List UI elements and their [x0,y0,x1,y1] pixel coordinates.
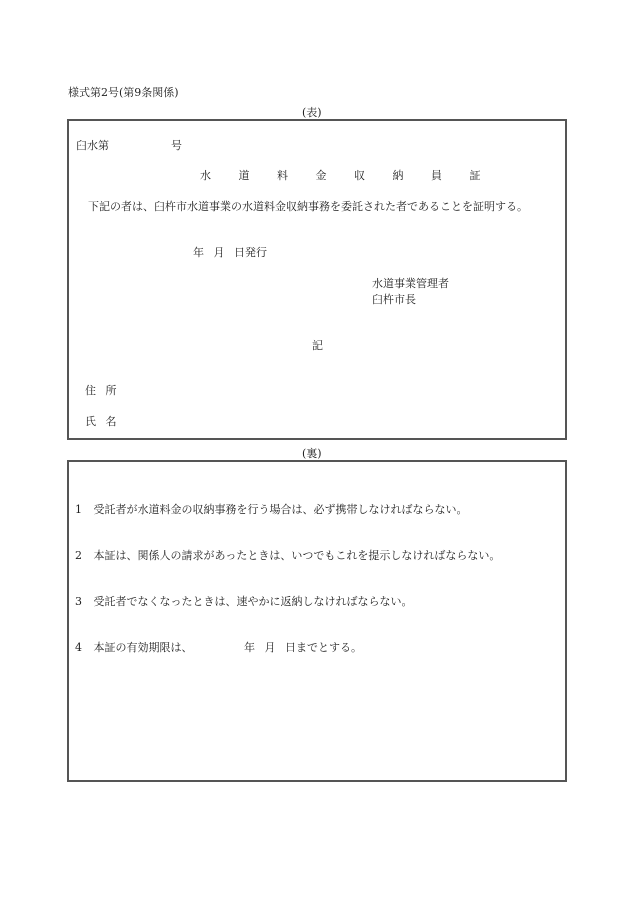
list-item-number: 1 [75,503,82,516]
list-item [75,593,413,609]
list-item [75,501,468,517]
list-item-number: 3 [75,595,82,608]
list-item [75,639,193,655]
list-item-text: 本証は、関係人の請求があったときは、いつでもこれを提示しなければならない。 [93,549,501,562]
expiry-date: 年 月 日までとする。 [244,641,362,654]
certificate-title: 水 道 料 金 収 納 員 証 [200,169,481,182]
ki-label: 記 [312,339,323,352]
issuer-title: 水道事業管理者 [372,277,449,290]
certificate-number-prefix: 臼水第 [76,139,109,152]
back-heading: (裏) [302,447,322,460]
list-item-number: 2 [75,549,82,562]
back-card [67,460,567,782]
list-item-number: 4 [75,641,82,654]
name-label: 氏 名 [85,415,117,428]
front-card [67,119,567,440]
form-label: 様式第2号(第9条関係) [68,86,179,99]
issue-date: 年 月 日発行 [193,246,267,259]
front-heading: (表) [302,106,322,119]
address-label: 住 所 [85,384,117,397]
issuer-name: 臼杵市長 [372,293,416,306]
certificate-statement: 下記の者は、臼杵市水道事業の水道料金収納事務を委託された者であることを証明する。 [88,200,528,213]
list-item-text: 本証の有効期限は、 [93,641,193,654]
list-item-text: 受託者が水道料金の収納事務を行う場合は、必ず携帯しなければならない。 [93,503,468,516]
certificate-number-suffix: 号 [171,139,182,152]
list-item-text: 受託者でなくなったときは、速やかに返納しなければならない。 [93,595,413,608]
list-item [75,547,500,563]
